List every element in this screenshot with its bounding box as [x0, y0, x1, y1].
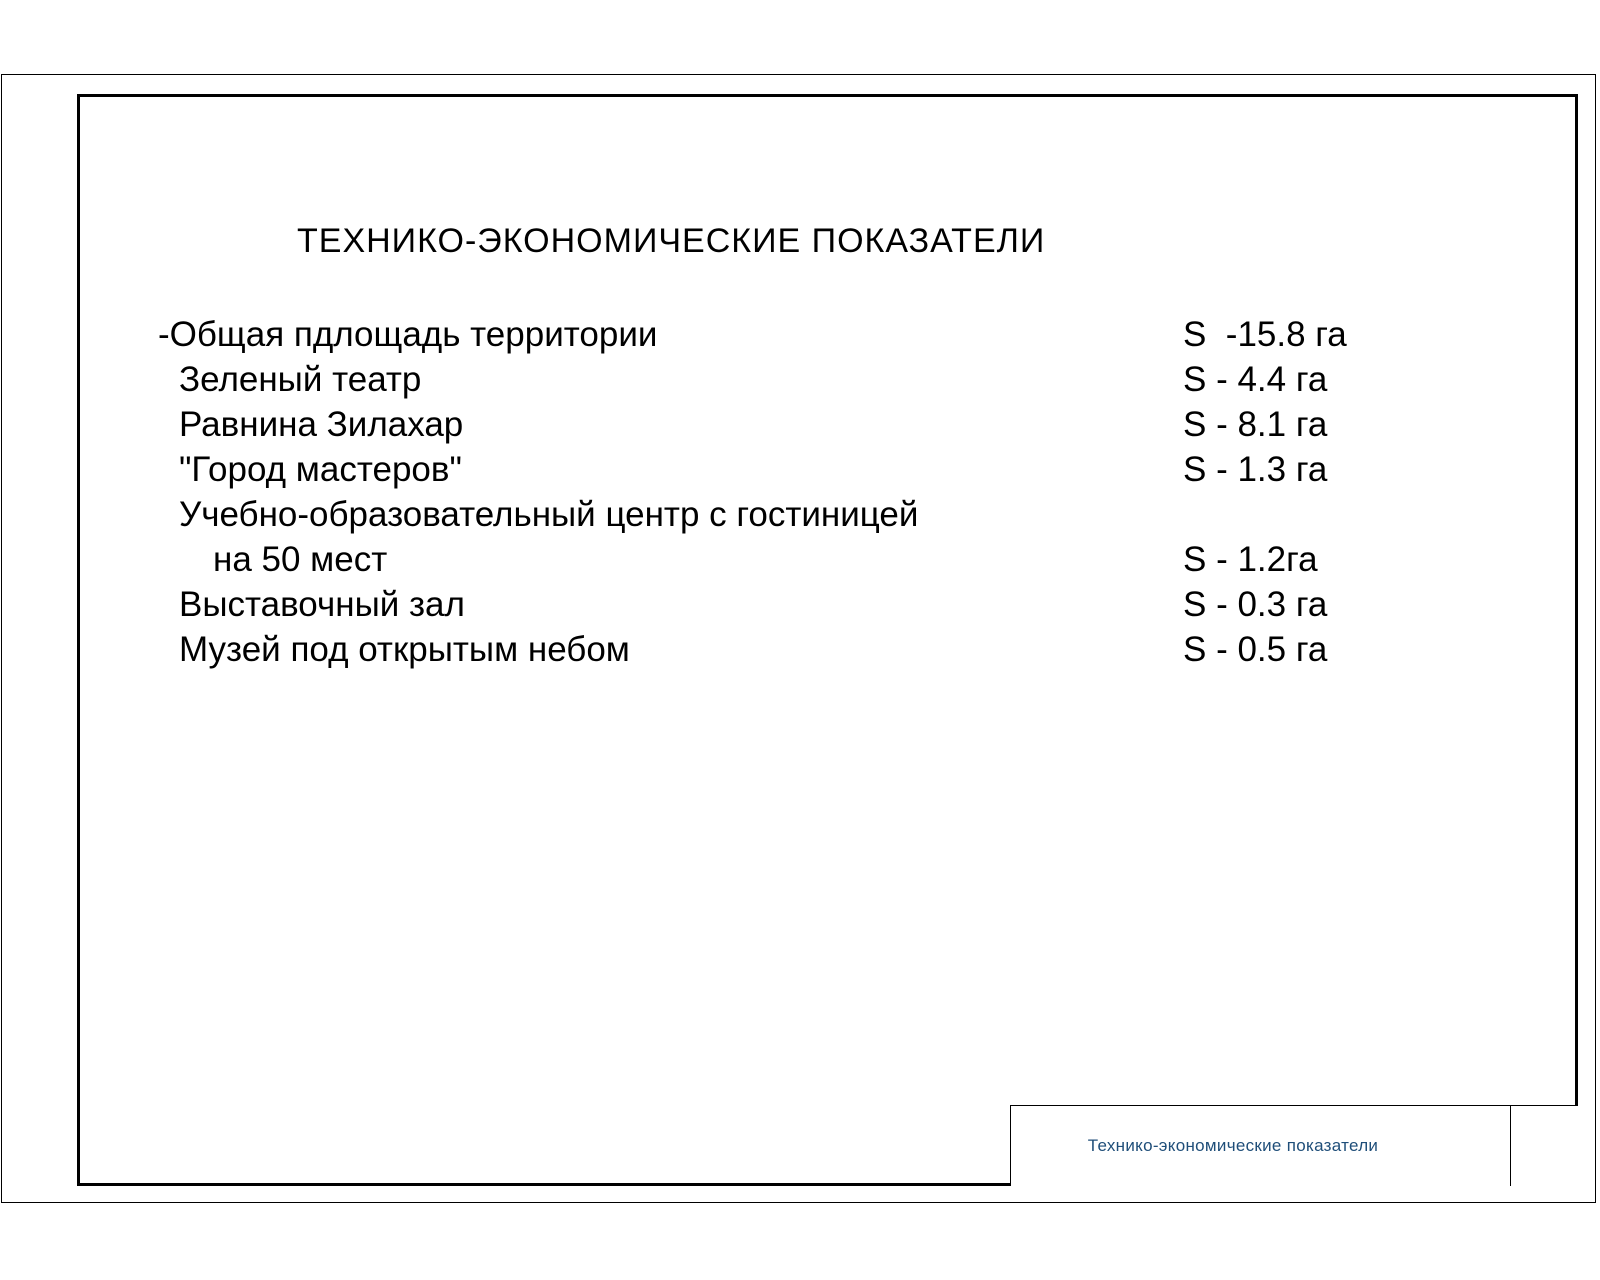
- list-item: [158, 402, 1478, 447]
- indicator-value: S - 1.3 га: [1183, 450, 1328, 489]
- indicator-label: Зеленый театр: [179, 360, 422, 399]
- indicator-value: S - 1.2га: [1183, 540, 1318, 579]
- indicator-value: S - 0.3 га: [1183, 585, 1328, 624]
- list-item: [158, 582, 1478, 627]
- indicator-value: S -15.8 га: [1183, 315, 1347, 354]
- indicator-label: Музей под открытым небом: [179, 630, 630, 669]
- list-item: [158, 627, 1478, 672]
- list-item: [158, 492, 1478, 537]
- indicator-label: на 50 мест: [213, 540, 388, 579]
- indicator-label: Выставочный зал: [179, 585, 465, 624]
- title-block: [1010, 1105, 1578, 1186]
- indicator-value: S - 8.1 га: [1183, 405, 1328, 444]
- indicator-value: S - 0.5 га: [1183, 630, 1328, 669]
- title-block-caption-cell: [1011, 1106, 1510, 1186]
- title-block-side-cell: [1510, 1106, 1578, 1186]
- list-item: [158, 447, 1478, 492]
- indicator-label: Равнина Зилахар: [179, 405, 464, 444]
- title-block-label: Технико-экономические показатели: [1087, 1136, 1379, 1155]
- indicator-label: -Общая пдлощадь территории: [158, 315, 658, 354]
- indicator-value: S - 4.4 га: [1183, 360, 1328, 399]
- page-title: ТЕХНИКО-ЭКОНОМИЧЕСКИЕ ПОКАЗАТЕЛИ: [297, 222, 1046, 260]
- list-item: [158, 357, 1478, 402]
- indicator-label: Учебно-образовательный центр с гостиницей: [179, 495, 919, 534]
- indicator-label: "Город мастеров": [179, 450, 462, 489]
- list-item: [158, 537, 1478, 582]
- list-item: [158, 312, 1478, 357]
- indicator-list: [158, 312, 1478, 672]
